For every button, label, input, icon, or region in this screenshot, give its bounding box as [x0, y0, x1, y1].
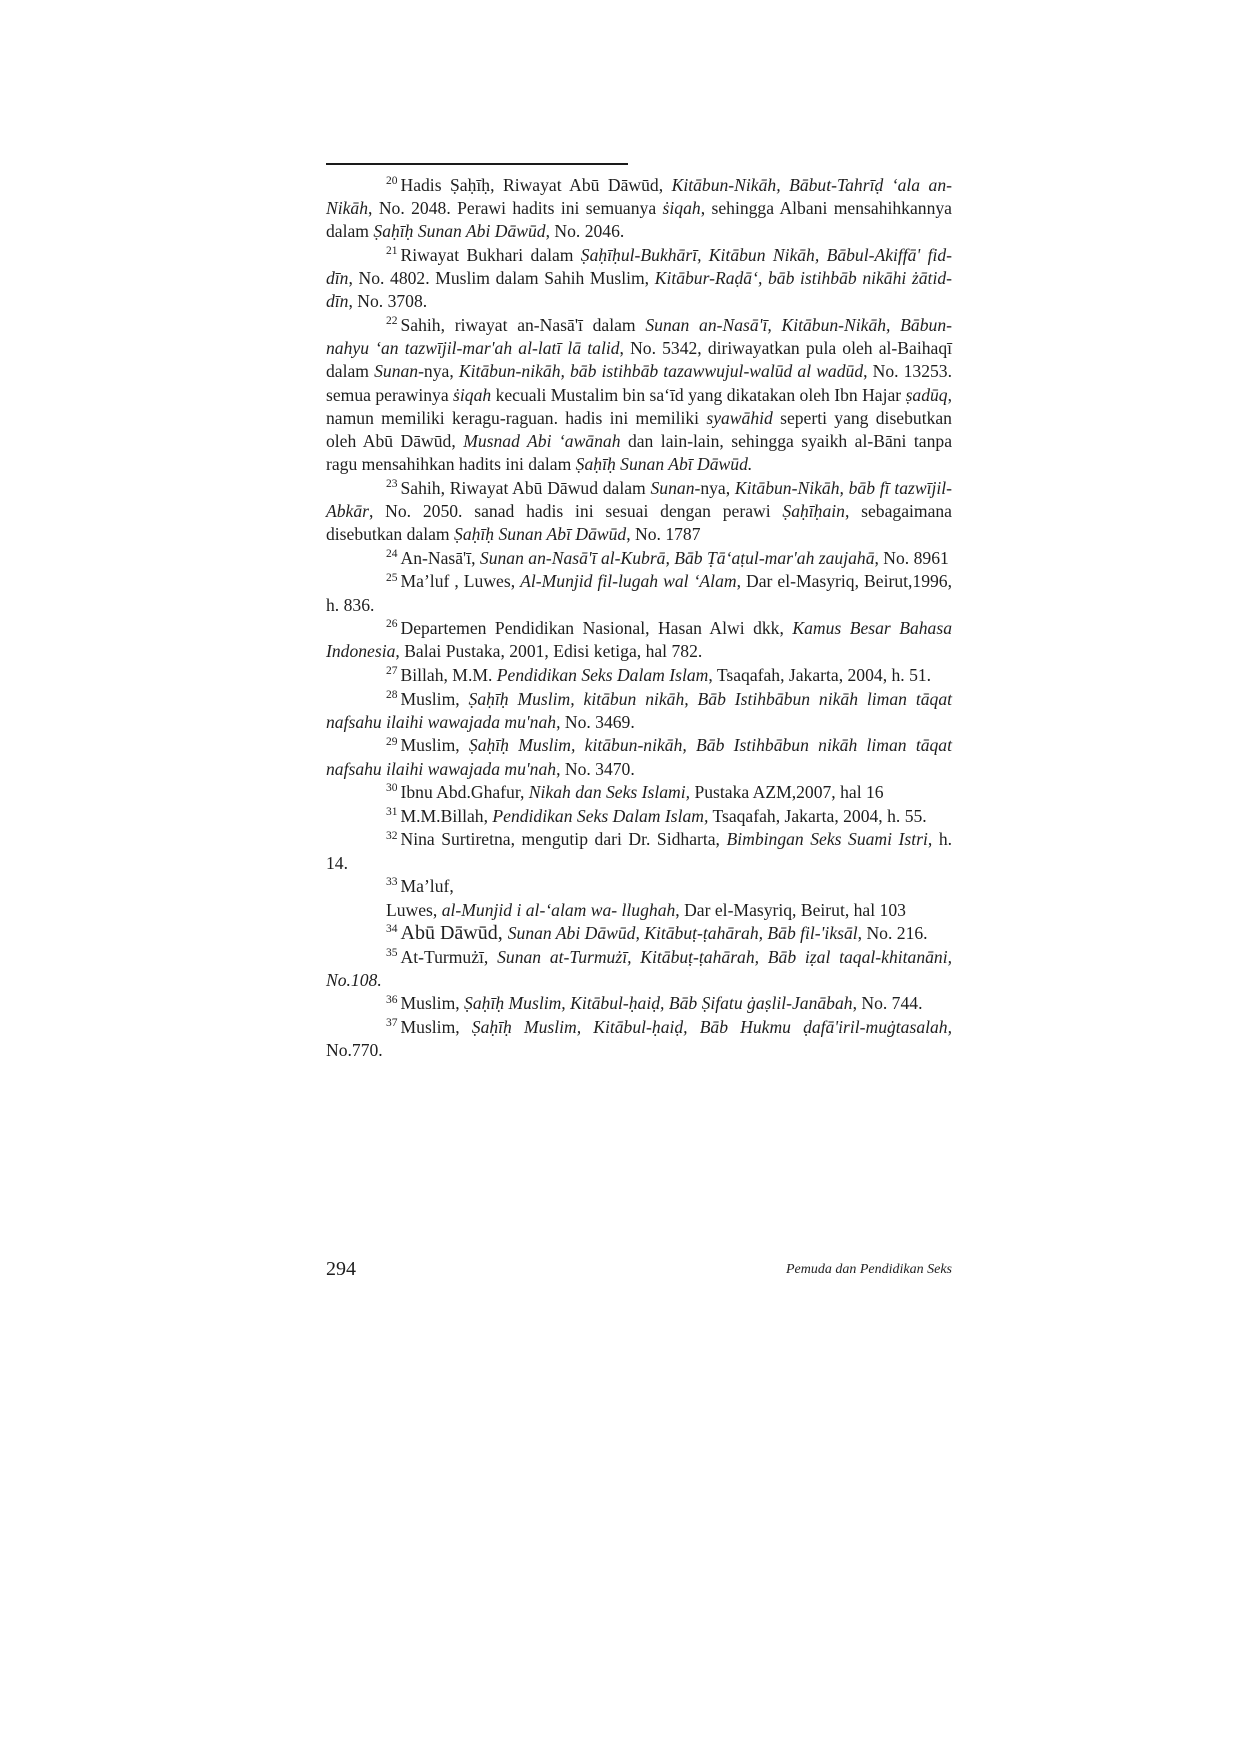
footnote-text: , No. 2050. sanad hadis ini sesuai dengan perawi [369, 501, 783, 522]
footnote-italic-text: Sunan an-Nasā'ī, Kitābun-Nikāh, Bābun-nahyu ‘an tazwījil-mar'ah al-latī lā talid [326, 315, 952, 359]
footnote-text: dan lain-lain, sehingga syaikh al-Bāni tanpa ragu mensahihkan hadits ini dalam [326, 431, 952, 475]
footnote-italic-text: Ṣaḥīḥ Sunan Abī Dāwūd. [575, 454, 753, 475]
footnote-text: , No. 1787 [626, 524, 701, 545]
footnote-italic-text: Sunan at-Turmużī, Kitābuṭ-ṭahārah, Bāb iẓal taqal-khitanāni, No.108. [326, 946, 952, 990]
footnote-text: Departemen Pendidikan Nasional, Hasan Alwi dkk, [400, 618, 793, 639]
footnote-number: 22 [386, 315, 398, 328]
footnote-25 [326, 570, 952, 616]
page-number: 294 [326, 1258, 356, 1280]
footnote-italic-text: Pendidikan Seks Dalam Islam [496, 665, 709, 685]
footnote-text: , No. 3470. [556, 758, 635, 779]
footnote-text: Ibnu Abd.Ghafur, [400, 782, 529, 803]
footnote-text: , No. 2046. [545, 221, 625, 242]
footnote-text: Riwayat Bukhari dalam [400, 245, 581, 265]
footnote-italic-text: Ṣaḥīḥ Muslim, kitābun-nikāh, Bāb Istihbābun nikāh liman tāqat nafsahu ilaihi wawajada mu'nah [326, 735, 952, 779]
footnote-35 [326, 946, 952, 992]
footnote-22 [326, 314, 952, 476]
footnote-italic-text: al-Munjid i al-‘alam wa- llughah [441, 899, 676, 920]
footnote-italic-text: syawāhid [706, 407, 773, 428]
footnote-text: Muslim, [400, 993, 465, 1014]
footnote-text: Muslim, [400, 735, 469, 756]
footnote-text: , No. 4802. Muslim dalam Sahih Muslim, [348, 268, 655, 289]
footnote-italic-text: Ṣaḥīḥul-Bukhārī, Kitābun Nikāh, Bābul-Akiffā' fid-dīn [326, 245, 952, 289]
footnote-italic-text: ṣadūq [905, 384, 948, 405]
footnote-italic-text: Kitābun-Nikāh, bāb fī tazwījil-Abkār [326, 477, 952, 522]
footnote-text: Nina Surtiretna, mengutip dari Dr. Sidharta, [400, 829, 727, 850]
footnote-text: , No. 2048. Perawi hadits ini semuanya [368, 198, 663, 219]
footnote-37 [326, 1016, 952, 1062]
footnotes-section [326, 174, 952, 1063]
footnote-text: Tsaqafah, Jakarta, 2004, h. 55. [708, 805, 927, 826]
footnote-text: Ma’luf, [400, 876, 454, 897]
footnote-number: 27 [386, 665, 398, 678]
footnote-32 [326, 828, 952, 874]
footnote-text: , No. 3708. [348, 291, 428, 312]
footnote-italic-text: Ṣaḥīḥ Muslim, kitābun nikāh, Bāb Istihbābun nikāh liman tāqat nafsahu ilaihi wawajada mu'nah [326, 688, 953, 732]
footnote-number: 28 [386, 688, 398, 701]
footnote-number: 33 [386, 876, 398, 889]
footnote-number: 26 [386, 618, 398, 631]
footnote-italic-text: Sunan Abi Dāwūd, Kitābuṭ-ṭahārah, Bāb fil-'iksāl [507, 922, 858, 943]
footnote-33 [326, 875, 952, 898]
footnote-text: Pustaka AZM,2007, hal 16 [690, 782, 884, 803]
footnote-text: At-Turmużī, [400, 946, 498, 967]
footnote-italic-text: Kitābun-Nikāh, Bābut-Tahrīḍ ‘ala an-Nikāh [326, 175, 953, 219]
footnote-italic-text: Musnad Abi ‘awānah [463, 431, 621, 452]
footnote-21 [326, 244, 952, 314]
footnote-continuation [326, 899, 952, 922]
footnote-text: , No. 216. [857, 922, 928, 943]
footnote-30 [326, 781, 952, 804]
footnote-text: , No. 13253. semua perawinya [326, 361, 953, 405]
footnote-italic-text: Ṣaḥīḥ Muslim, Kitābul-ḥaiḍ, Bāb Ṣifatu ġaṣlil-Janābah [464, 993, 853, 1014]
footnote-italic-text: Kitābur-Raḍā‘, bāb istihbāb nikāhi żātid-dīn [326, 268, 952, 312]
footnote-text: Billah, M.M. [400, 665, 497, 685]
footnote-text: Luwes, [386, 899, 442, 920]
footnote-26 [326, 617, 952, 663]
footnote-text: , Tsaqafah, Jakarta, 2004, h. 51. [708, 665, 932, 685]
footnote-number: 21 [386, 245, 398, 258]
footnote-number: 31 [386, 805, 398, 818]
footnote-italic-text: Bimbingan Seks Suami Istri [726, 829, 928, 850]
footnote-text: No.770. [326, 1040, 383, 1061]
footnote-number: 32 [386, 829, 398, 842]
footnote-number: 25 [386, 571, 398, 584]
footnote-text: , No. 744. [852, 993, 923, 1014]
footnote-italic-text: Sunan an-Nasā'ī al-Kubrā, Bāb Ṭā‘aṭul-mar'ah zaujahā [479, 547, 875, 568]
footnote-text: -nya, [694, 477, 735, 498]
footnote-text: Sahih, riwayat an-Nasā'ī dalam [400, 315, 646, 335]
footnote-italic-text: Ṣaḥīḥ Muslim, Kitābul-ḥaiḍ, Bāb Hukmu ḍafā'iril-muġtasalah, [471, 1016, 952, 1037]
footnote-text: , No. 8961 [874, 547, 949, 568]
running-title: Pemuda dan Pendidikan Seks [785, 1262, 952, 1277]
footnote-number: 34 [386, 923, 398, 936]
footnote-italic-text: ṡiqah [453, 384, 492, 405]
footnote-italic-text: Al-Munjid fil-lugah wal ‘Alam [520, 571, 737, 592]
footnote-number: 30 [386, 782, 398, 795]
footnote-text: , Dar el-Masyriq, Beirut, hal 103 [675, 899, 906, 920]
footnote-italic-text: Ṣaḥīḥain [782, 501, 845, 522]
footnote-number: 23 [386, 477, 398, 490]
footnote-text: Muslim, [400, 688, 469, 709]
footnote-italic-text: Ṣaḥīḥ Sunan Abi Dāwūd [373, 221, 546, 242]
footnote-text: , sebagaimana disebutkan dalam [326, 501, 952, 545]
footnote-text: , namun memiliki keragu-raguan. hadis ini memiliki [326, 384, 953, 428]
footnote-27 [326, 664, 952, 687]
footnote-italic-text: Pendidikan Seks Dalam Islam, [492, 805, 709, 826]
footnote-24 [326, 547, 952, 570]
footnote-36 [326, 992, 952, 1015]
footnote-number: 24 [386, 547, 398, 560]
footnote-31 [326, 805, 952, 828]
footnote-text: , sehingga Albani mensahihkannya dalam [326, 198, 952, 242]
footnote-text: Muslim, [400, 1016, 472, 1037]
footnote-text: , Dar el-Masyriq, Beirut,1996, h. 836. [326, 571, 952, 615]
footnote-text: kecuali Mustalim bin sa‘īd yang dikatakan oleh Ibn Hajar [491, 384, 906, 405]
footnote-23 [326, 477, 952, 547]
footnote-text: , h. 14. [326, 829, 953, 873]
footnote-number: 29 [386, 735, 398, 748]
footnote-number: 37 [386, 1017, 398, 1030]
footnote-text: Hadis Ṣaḥīḥ, Riwayat Abū Dāwūd, [400, 175, 672, 195]
footnote-text: seperti yang disebutkan oleh Abū Dāwūd, [326, 407, 952, 452]
footnote-34 [326, 922, 952, 945]
footnote-number: 20 [386, 175, 398, 188]
footnote-text: -nya, [418, 361, 459, 382]
footnote-italic-text: Ṣaḥīḥ Sunan Abī Dāwūd [454, 524, 627, 545]
footnote-text: , No. 5342, diriwayatkan pula oleh al-Baihaqī dalam [326, 338, 953, 382]
footnote-italic-text: Sunan [650, 477, 695, 498]
page-footer [326, 1258, 952, 1288]
footnote-text: Abū Dāwūd, [400, 921, 508, 944]
footnote-text: Ma’luf , Luwes, [400, 571, 521, 592]
footnote-text: , Balai Pustaka, 2001, Edisi ketiga, hal 782. [395, 641, 703, 662]
footnote-text: , No. 3469. [556, 711, 635, 732]
footnote-italic-text: Kamus Besar Bahasa Indonesia [326, 618, 952, 662]
footnote-italic-text: Sunan [374, 361, 419, 382]
footnote-separator [326, 163, 628, 165]
footnote-20 [326, 174, 952, 244]
footnote-28 [326, 688, 952, 734]
footnote-text: An-Nasā'ī, [400, 547, 480, 568]
footnote-number: 36 [386, 993, 398, 1006]
footnote-italic-text: Kitābun-nikāh, bāb istihbāb tazawwujul-walūd al wadūd [458, 361, 864, 382]
footnote-text: Sahih, Riwayat Abū Dāwud dalam [400, 477, 651, 498]
footnote-number: 35 [386, 946, 398, 959]
footnote-italic-text: Nikah dan Seks Islami, [528, 782, 691, 803]
footnote-italic-text: ṡiqah [662, 198, 701, 219]
footnote-text: M.M.Billah, [400, 805, 493, 826]
footnote-29 [326, 734, 952, 780]
